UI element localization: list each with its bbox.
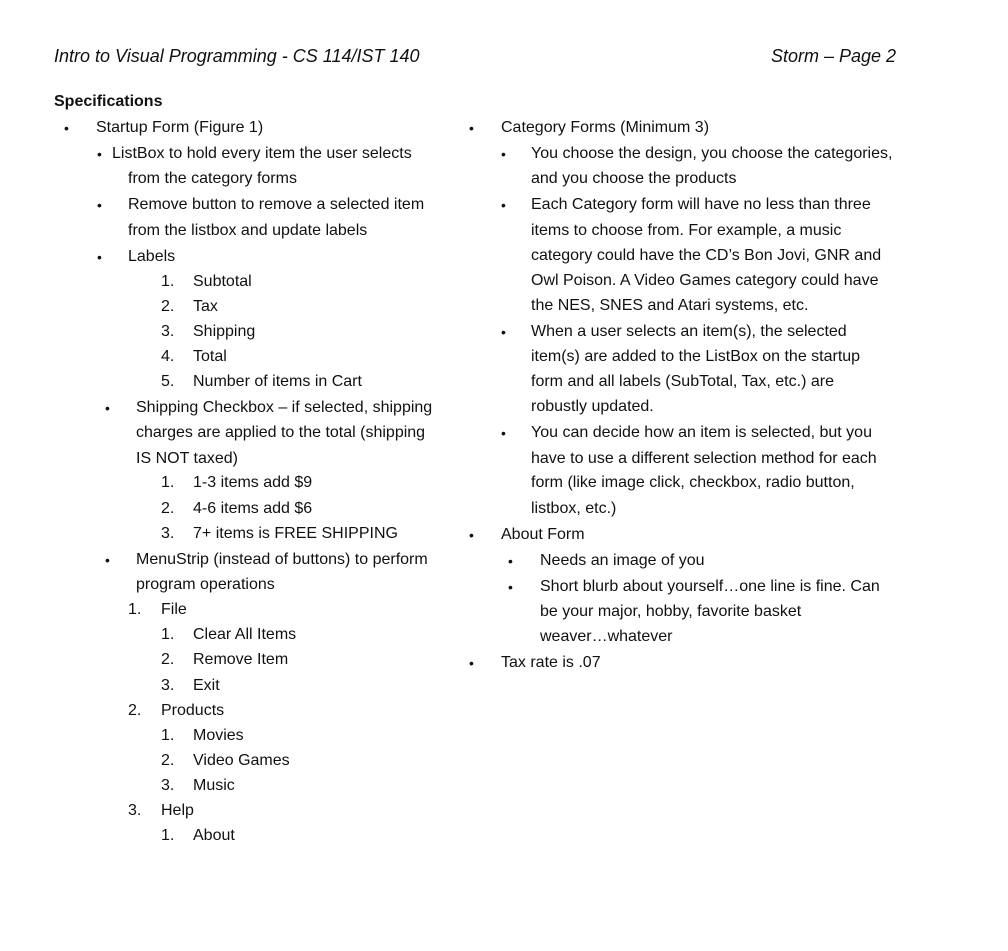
shipping-line-2: charges are applied to the total (shipping: [136, 424, 426, 441]
menu-item: About: [193, 827, 235, 844]
bullet-icon: •: [501, 146, 506, 162]
header-left: Intro to Visual Programming - CS 114/IST 140: [54, 46, 420, 66]
bullet-icon: •: [469, 527, 474, 543]
label-subtotal: Subtotal: [193, 273, 252, 290]
section-title: Specifications: [54, 93, 163, 110]
menu-help: Help: [161, 802, 194, 819]
list-number: 1.: [161, 727, 175, 744]
menustrip-line-1: MenuStrip (instead of buttons) to perform: [136, 551, 428, 568]
bullet-icon: •: [64, 120, 69, 136]
shipping-line-1: Shipping Checkbox – if selected, shipping: [136, 399, 433, 416]
list-number: 3.: [161, 323, 175, 340]
menustrip-line-2: program operations: [136, 576, 275, 593]
shipping-rule: 1-3 items add $9: [193, 474, 313, 491]
label-cart-count: Number of items in Cart: [193, 373, 362, 390]
list-number: 2.: [161, 500, 175, 517]
decide-line-2: have to use a different selection method for each: [531, 450, 877, 467]
select-line-3: form and all labels (SubTotal, Tax, etc.) are: [531, 373, 834, 390]
select-line-4: robustly updated.: [531, 398, 654, 415]
listbox-line-1: ListBox to hold every item the user selects: [112, 145, 412, 162]
bullet-icon: •: [105, 552, 110, 568]
labels-item: Labels: [128, 248, 176, 265]
startup-form-item: Startup Form (Figure 1): [96, 119, 264, 136]
bullet-icon: •: [508, 553, 513, 569]
shipping-line-3: IS NOT taxed): [136, 450, 238, 467]
list-number: 2.: [161, 298, 175, 315]
image-requirement: Needs an image of you: [540, 552, 705, 569]
tax-rate-item: Tax rate is .07: [501, 654, 601, 671]
select-line-1: When a user selects an item(s), the selected: [531, 323, 847, 340]
bullet-icon: •: [105, 400, 110, 416]
menu-item: Exit: [193, 677, 220, 694]
label-total: Total: [193, 348, 227, 365]
each-line-4: Owl Poison. A Video Games category could have: [531, 272, 879, 289]
label-shipping: Shipping: [193, 323, 256, 340]
menu-item: Video Games: [193, 752, 290, 769]
list-number: 1.: [161, 273, 175, 290]
list-number: 2.: [128, 702, 142, 719]
header-right: Storm – Page 2: [771, 46, 897, 66]
list-number: 2.: [161, 651, 175, 668]
list-number: 5.: [161, 373, 175, 390]
each-line-3: category could have the CD’s Bon Jovi, GNR and: [531, 247, 882, 264]
about-form-item: About Form: [501, 526, 585, 543]
remove-line-1: Remove button to remove a selected item: [128, 196, 425, 213]
listbox-line-2: from the category forms: [128, 170, 297, 187]
list-number: 1.: [161, 827, 175, 844]
list-number: 3.: [161, 677, 175, 694]
each-line-5: the NES, SNES and Atari systems, etc.: [531, 297, 809, 314]
bullet-icon: •: [97, 146, 102, 162]
list-number: 3.: [128, 802, 142, 819]
list-number: 1.: [161, 474, 175, 491]
decide-line-1: You can decide how an item is selected, but you: [531, 424, 872, 441]
list-number: 4.: [161, 348, 175, 365]
each-line-1: Each Category form will have no less than three: [531, 196, 871, 213]
list-number: 3.: [161, 777, 175, 794]
each-line-2: items to choose from. For example, a music: [531, 222, 842, 239]
menu-item: Remove Item: [193, 651, 289, 668]
decide-line-4: listbox, etc.): [531, 500, 617, 517]
blurb-line-2: be your major, hobby, favorite basket: [540, 603, 802, 620]
category-forms-item: Category Forms (Minimum 3): [501, 119, 710, 136]
bullet-icon: •: [501, 197, 506, 213]
select-line-2: item(s) are added to the ListBox on the startup: [531, 348, 861, 365]
list-number: 3.: [161, 525, 175, 542]
design-line-2: and you choose the products: [531, 170, 737, 187]
menu-item: Movies: [193, 727, 244, 744]
design-line-1: You choose the design, you choose the categories,: [531, 145, 893, 162]
menu-products: Products: [161, 702, 225, 719]
blurb-line-3: weaver…whatever: [540, 628, 673, 645]
label-tax: Tax: [193, 298, 218, 315]
list-number: 2.: [161, 752, 175, 769]
bullet-icon: •: [469, 120, 474, 136]
bullet-icon: •: [97, 197, 102, 213]
bullet-icon: •: [97, 249, 102, 265]
bullet-icon: •: [469, 655, 474, 671]
menu-item: Music: [193, 777, 235, 794]
menu-item: Clear All Items: [193, 626, 297, 643]
list-number: 1.: [161, 626, 175, 643]
shipping-rule: 7+ items is FREE SHIPPING: [193, 525, 398, 542]
shipping-rule: 4-6 items add $6: [193, 500, 313, 517]
bullet-icon: •: [501, 425, 506, 441]
remove-line-2: from the listbox and update labels: [128, 222, 368, 239]
menu-file: File: [161, 601, 187, 618]
bullet-icon: •: [501, 324, 506, 340]
decide-line-3: form (like image click, checkbox, radio button,: [531, 474, 855, 491]
blurb-line-1: Short blurb about yourself…one line is fine. Can: [540, 578, 880, 595]
bullet-icon: •: [508, 579, 513, 595]
list-number: 1.: [128, 601, 142, 618]
